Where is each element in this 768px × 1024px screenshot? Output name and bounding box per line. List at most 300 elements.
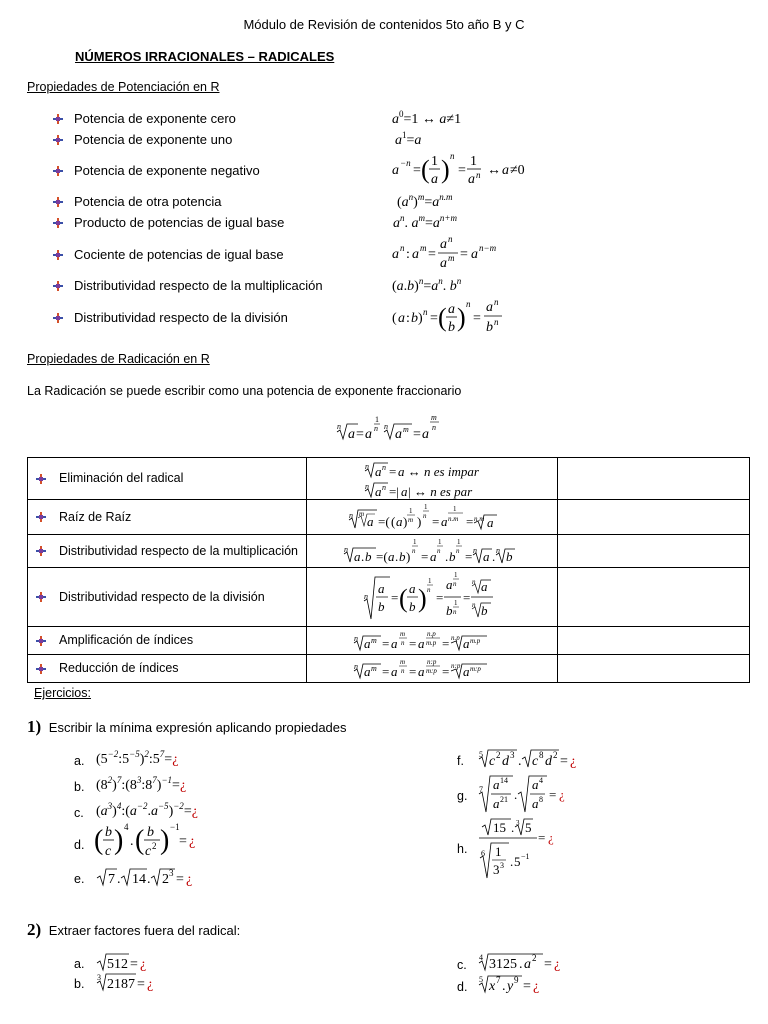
property-label: Potencia de exponente negativo — [74, 163, 260, 178]
bullet-icon — [53, 250, 63, 260]
svg-text:=: = — [523, 979, 531, 994]
table-cell — [28, 500, 307, 535]
table-cell — [558, 458, 750, 500]
svg-text:=: = — [391, 589, 399, 605]
svg-text:a: a — [446, 576, 453, 592]
table-row — [28, 655, 750, 683]
svg-text:7: 7 — [108, 872, 115, 887]
svg-text:.: . — [395, 548, 399, 564]
svg-text:): ) — [457, 303, 466, 332]
svg-text:n: n — [382, 482, 386, 492]
svg-text:m.p: m.p — [426, 638, 437, 647]
svg-text:b: b — [411, 311, 418, 326]
bullet-icon — [36, 512, 46, 522]
svg-text:8: 8 — [539, 750, 544, 760]
item-letter: c. — [457, 958, 467, 972]
svg-text:a: a — [398, 311, 405, 326]
svg-text:a: a — [441, 513, 448, 529]
svg-text:↔: ↔ — [487, 163, 501, 178]
bullet-icon — [36, 474, 46, 484]
svg-text:a: a — [486, 300, 493, 315]
svg-text:n: n — [432, 423, 436, 432]
svg-text:7: 7 — [479, 785, 483, 794]
svg-text:512: 512 — [107, 957, 128, 972]
svg-text:5: 5 — [525, 820, 532, 835]
svg-text:a: a — [481, 578, 488, 594]
table-row — [28, 458, 750, 500]
question-number: 2) — [27, 920, 42, 939]
row-formula — [362, 459, 502, 499]
svg-text:.: . — [147, 872, 151, 887]
svg-text:(: ( — [399, 583, 408, 613]
svg-text:b: b — [365, 548, 372, 564]
svg-text:−n: −n — [400, 158, 411, 168]
radicacion-properties-table — [27, 457, 750, 683]
svg-text:.: . — [502, 979, 506, 994]
row-label: Eliminación del radical — [59, 471, 184, 485]
svg-text:a ↔ n es impar: a ↔ n es impar — [398, 463, 479, 479]
svg-text:a: a — [532, 796, 539, 811]
question-1 — [27, 717, 347, 737]
svg-text:a: a — [430, 548, 437, 564]
svg-text:x: x — [489, 979, 496, 994]
svg-text:5: 5 — [479, 750, 483, 759]
svg-text:a: a — [409, 580, 416, 596]
svg-text:n:p: n:p — [427, 657, 437, 666]
svg-text:a: a — [392, 163, 399, 178]
svg-text:): ) — [403, 513, 408, 529]
svg-text:n: n — [344, 544, 348, 554]
property-formula — [390, 296, 510, 338]
svg-text:a: a — [367, 513, 374, 529]
svg-text:≠0: ≠0 — [510, 163, 525, 178]
table-cell — [28, 568, 307, 627]
svg-text:b: b — [486, 320, 493, 335]
item-letter: a. — [74, 754, 85, 768]
table-row — [28, 568, 750, 627]
svg-text:(: ( — [421, 155, 430, 184]
svg-text:a: a — [391, 635, 398, 651]
svg-text:a: a — [422, 427, 429, 442]
exercise-expression — [477, 746, 587, 772]
svg-text:2: 2 — [162, 872, 169, 887]
svg-text:=: = — [436, 589, 444, 605]
svg-text:n: n — [365, 461, 369, 471]
svg-text:2: 2 — [532, 953, 537, 963]
svg-text:¿: ¿ — [533, 979, 540, 994]
item-letter: e. — [74, 872, 85, 886]
property-label: Potencia de exponente uno — [74, 132, 233, 147]
svg-text:a: a — [364, 663, 371, 679]
question-2 — [27, 920, 240, 940]
svg-text:m: m — [371, 663, 377, 673]
svg-text:¿: ¿ — [554, 957, 561, 972]
svg-text:n: n — [423, 307, 428, 317]
svg-text:15: 15 — [493, 820, 506, 835]
item-letter: f. — [457, 754, 464, 768]
svg-text:1: 1 — [457, 537, 461, 546]
svg-text:a: a — [493, 777, 500, 792]
svg-text:a: a — [364, 635, 371, 651]
document-title: NÚMEROS IRRACIONALES – RADICALES — [75, 49, 335, 64]
svg-text:.: . — [117, 872, 121, 887]
svg-text:n.m: n.m — [448, 514, 459, 523]
svg-text:1: 1 — [495, 844, 502, 859]
svg-text:=: = — [442, 663, 450, 679]
exercise-expression: $(a^3)^4:(a^{-2}.a^{-5})^{-2}=¿$ — [96, 801, 198, 819]
svg-text:a: a — [396, 513, 403, 529]
property-formula — [390, 148, 540, 190]
svg-text:n: n — [473, 545, 477, 555]
svg-text:): ) — [417, 513, 422, 529]
item-letter: h. — [457, 842, 468, 856]
svg-text:b: b — [105, 825, 112, 840]
svg-text:n: n — [354, 661, 358, 671]
svg-text:−1: −1 — [170, 822, 180, 832]
svg-text:a: a — [502, 163, 509, 178]
svg-text:=: = — [179, 834, 187, 849]
svg-text:=: = — [544, 957, 552, 972]
svg-text:): ) — [418, 311, 423, 326]
bullet-icon — [53, 313, 63, 323]
svg-text:=: = — [442, 635, 450, 651]
svg-text:|: | — [408, 483, 411, 499]
row-label: Raíz de Raíz — [59, 509, 132, 524]
svg-text:n: n — [472, 577, 476, 586]
svg-text:b: b — [409, 598, 416, 614]
svg-text:n.p: n.p — [451, 633, 460, 642]
svg-text:a: a — [487, 514, 494, 530]
svg-text:a: a — [348, 427, 355, 442]
svg-text:.: . — [510, 854, 514, 869]
svg-text::: : — [406, 247, 410, 262]
row-label: Reducción de índices — [59, 661, 179, 675]
table-cell — [558, 655, 750, 683]
bullet-icon — [53, 114, 63, 124]
svg-text:a: a — [532, 777, 539, 792]
svg-text:1: 1 — [454, 598, 458, 607]
svg-text:5: 5 — [514, 854, 521, 869]
svg-text:3: 3 — [516, 819, 520, 827]
svg-text:n: n — [476, 170, 481, 180]
svg-text:n: n — [453, 607, 457, 616]
svg-text:.: . — [361, 548, 365, 564]
table-cell — [558, 568, 750, 627]
property-formula: $a^1=a$ — [395, 130, 422, 148]
property-label: Distributividad respecto de la división — [74, 310, 288, 325]
bullet-icon — [53, 166, 63, 176]
svg-text:m: m — [359, 509, 365, 518]
svg-text:d: d — [545, 754, 552, 769]
svg-text:=: = — [413, 163, 421, 178]
svg-text:c: c — [145, 844, 152, 859]
svg-text:2: 2 — [553, 750, 558, 760]
property-label: Producto de potencias de igual base — [74, 215, 285, 230]
svg-text:n: n — [472, 600, 476, 609]
table-cell — [28, 458, 307, 500]
svg-text:1: 1 — [428, 576, 432, 585]
row-formula — [342, 536, 522, 567]
svg-text:a: a — [412, 247, 419, 262]
svg-text:¿: ¿ — [140, 957, 147, 972]
svg-text:14: 14 — [500, 776, 508, 785]
bullet-icon — [53, 218, 63, 228]
svg-text:n: n — [427, 585, 431, 594]
svg-text:1: 1 — [431, 154, 438, 169]
bullet-icon — [36, 636, 46, 646]
svg-text:n.m: n.m — [474, 514, 485, 523]
svg-text:n: n — [401, 638, 405, 647]
table-cell — [558, 500, 750, 535]
svg-text:c: c — [489, 754, 496, 769]
svg-text:a: a — [483, 548, 490, 564]
svg-text:.: . — [511, 820, 515, 835]
svg-text:b: b — [481, 602, 488, 618]
property-label: Potencia de otra potencia — [74, 194, 222, 209]
bullet-icon — [53, 281, 63, 291]
svg-text:m: m — [403, 425, 409, 434]
svg-text:b: b — [147, 825, 154, 840]
property-formula: $a^n$. $a^m=a^{n+m}$ — [393, 213, 457, 231]
svg-text:=: = — [382, 635, 390, 651]
svg-text:a: a — [354, 548, 361, 564]
svg-text:14: 14 — [132, 872, 146, 887]
exercise-expression: $(5^{-2}:5^{-5})^2:5^7=¿$ — [96, 749, 179, 767]
svg-text:m: m — [400, 657, 406, 666]
svg-text:a: a — [440, 237, 447, 252]
svg-text:¿: ¿ — [189, 834, 196, 849]
question-number: 1) — [27, 717, 42, 736]
svg-text:=(: =( — [378, 513, 390, 529]
svg-text:¿: ¿ — [186, 872, 193, 887]
svg-text:¿: ¿ — [147, 977, 154, 992]
svg-text:m: m — [371, 635, 377, 645]
svg-text:1: 1 — [470, 154, 477, 169]
svg-text:3: 3 — [169, 868, 174, 878]
item-letter: b. — [74, 780, 85, 794]
exercises-heading: Ejercicios: — [34, 686, 91, 700]
svg-text:): ) — [160, 825, 170, 856]
svg-text:a: a — [378, 580, 385, 596]
svg-text:(: ( — [392, 311, 397, 326]
svg-text:a: a — [471, 247, 478, 262]
table-cell — [306, 458, 558, 500]
svg-text:m: m — [400, 629, 406, 638]
item-letter: a. — [74, 957, 85, 971]
svg-text:n: n — [453, 579, 457, 588]
svg-text:n: n — [412, 546, 416, 555]
table-cell — [306, 568, 558, 627]
table-cell — [306, 535, 558, 568]
svg-text:a: a — [418, 663, 425, 679]
svg-text:¿: ¿ — [570, 754, 577, 769]
svg-text:): ) — [406, 548, 411, 564]
svg-text:c: c — [105, 844, 112, 859]
svg-text:=: = — [428, 247, 436, 262]
property-label: Potencia de exponente cero — [74, 111, 236, 126]
svg-text:a: a — [493, 796, 500, 811]
svg-text:2: 2 — [152, 841, 157, 851]
bullet-icon — [53, 197, 63, 207]
svg-text:b: b — [449, 548, 456, 564]
svg-text:=: = — [465, 548, 473, 564]
question-text: Extraer factores fuera del radical: — [48, 923, 241, 938]
svg-text:2187: 2187 — [107, 977, 135, 992]
svg-text:n: n — [494, 317, 499, 327]
svg-text:21: 21 — [500, 795, 508, 804]
svg-text:n.p: n.p — [427, 629, 436, 638]
question-text: Escribir la mínima expresión aplicando propiedades — [48, 720, 347, 735]
svg-text:b: b — [506, 548, 513, 564]
svg-text:a: a — [463, 635, 470, 651]
svg-text:m: m — [431, 413, 437, 422]
svg-text:a: a — [375, 483, 382, 499]
table-cell — [306, 655, 558, 683]
svg-text:a: a — [395, 427, 402, 442]
exercise-expression: $(8^2)^7:(8^3:8^7)^{-1}=¿$ — [96, 775, 187, 793]
svg-text:↔ n es par: ↔ n es par — [414, 483, 473, 499]
svg-text:4: 4 — [479, 953, 483, 962]
document-header: Módulo de Revisión de contenidos 5to año B y C — [243, 17, 525, 32]
svg-text:=: = — [463, 589, 471, 605]
svg-text:=: = — [137, 977, 145, 992]
property-formula — [390, 234, 520, 274]
svg-text:1: 1 — [438, 537, 442, 546]
svg-text::: : — [406, 311, 410, 326]
svg-text:8: 8 — [539, 795, 543, 804]
svg-text:): ) — [114, 825, 124, 856]
svg-text:.: . — [518, 754, 522, 769]
exercise-expression — [477, 972, 567, 996]
svg-text:n: n — [466, 299, 471, 309]
svg-text:3: 3 — [493, 862, 500, 877]
bullet-icon — [36, 664, 46, 674]
svg-text:3125: 3125 — [489, 957, 517, 972]
svg-text:5: 5 — [479, 975, 483, 984]
exercise-expression — [477, 816, 587, 882]
svg-text:n: n — [456, 546, 460, 555]
svg-text:3: 3 — [510, 750, 515, 760]
svg-text:n: n — [401, 666, 405, 675]
svg-text:3: 3 — [500, 861, 504, 870]
svg-text:b: b — [448, 320, 455, 335]
svg-text:=(: =( — [376, 548, 388, 564]
item-letter: d. — [457, 980, 468, 994]
svg-text:2: 2 — [496, 750, 501, 760]
svg-text:): ) — [418, 583, 427, 613]
table-cell — [28, 655, 307, 683]
svg-text:b: b — [378, 598, 385, 614]
svg-text:=: = — [473, 311, 481, 326]
main-radical-formula — [334, 412, 444, 446]
svg-text:n: n — [365, 481, 369, 491]
svg-text:m: m — [420, 243, 427, 253]
table-cell — [28, 535, 307, 568]
row-label: Distributividad respecto de la multiplicación — [59, 543, 299, 558]
svg-text:1: 1 — [453, 504, 457, 513]
svg-text:b: b — [446, 602, 453, 618]
svg-text:1: 1 — [409, 506, 413, 515]
svg-text:m:p: m:p — [470, 664, 481, 673]
table-row — [28, 627, 750, 655]
svg-text:=|: =| — [389, 483, 399, 499]
svg-text:a: a — [431, 172, 438, 187]
svg-text:a: a — [391, 663, 398, 679]
exercise-expression — [95, 970, 175, 994]
bullet-icon — [36, 592, 46, 602]
svg-text:n: n — [354, 633, 358, 643]
svg-text:6: 6 — [481, 849, 485, 858]
svg-text:n: n — [374, 424, 378, 433]
exercise-expression — [95, 864, 205, 890]
row-label: Distributividad respecto de la división — [59, 589, 265, 604]
svg-text:n: n — [494, 297, 499, 307]
svg-text:m:p: m:p — [426, 666, 437, 675]
table-cell — [306, 500, 558, 535]
property-formula: $(a.b)^n=a^n$. $b^n$ — [392, 276, 462, 294]
svg-text:a: a — [448, 302, 455, 317]
svg-text:=: = — [409, 663, 417, 679]
section-heading-potenciacion: Propiedades de Potenciación en R — [27, 80, 220, 94]
svg-text:m: m — [448, 253, 455, 263]
svg-text:n: n — [437, 546, 441, 555]
svg-text:a: a — [524, 957, 531, 972]
svg-text:=: = — [432, 513, 440, 529]
svg-text:(: ( — [438, 303, 447, 332]
svg-text:=: = — [176, 872, 184, 887]
svg-text:a: a — [401, 483, 408, 499]
svg-text:¿: ¿ — [559, 787, 565, 802]
exercise-expression — [477, 772, 587, 816]
svg-text:a: a — [375, 463, 382, 479]
svg-text:n: n — [337, 422, 341, 431]
svg-text:c: c — [532, 754, 539, 769]
svg-text:(: ( — [135, 825, 145, 856]
row-formula — [352, 628, 512, 654]
svg-text:=: = — [130, 957, 138, 972]
row-formula — [347, 501, 517, 534]
svg-text:): ) — [441, 155, 450, 184]
table-cell — [28, 627, 307, 655]
svg-text:=: = — [560, 754, 568, 769]
row-formula — [362, 569, 502, 626]
svg-text:7: 7 — [496, 975, 501, 985]
svg-text:n: n — [423, 511, 427, 520]
svg-text:=: = — [409, 635, 417, 651]
svg-text:¿: ¿ — [548, 830, 554, 845]
svg-text:n−m: n−m — [479, 243, 497, 253]
svg-text:=: = — [460, 247, 468, 262]
svg-text:=: = — [458, 163, 466, 178]
table-row — [28, 535, 750, 568]
svg-text:−1: −1 — [521, 852, 530, 861]
item-letter: b. — [74, 977, 85, 991]
svg-text:n: n — [364, 591, 368, 601]
svg-text:n: n — [400, 243, 405, 253]
svg-text:9: 9 — [514, 975, 519, 985]
svg-text:1: 1 — [424, 502, 428, 511]
svg-text:.: . — [492, 548, 496, 564]
svg-text:a: a — [388, 548, 395, 564]
svg-text:1: 1 — [454, 570, 458, 579]
svg-text:4: 4 — [124, 822, 129, 832]
exercise-expression — [94, 818, 204, 864]
svg-text:4: 4 — [539, 776, 543, 785]
svg-text:(: ( — [94, 825, 104, 856]
svg-text:n: n — [382, 462, 386, 472]
property-formula: $a^0=1$ ↔ a≠1 — [392, 109, 462, 127]
item-letter: d. — [74, 838, 85, 852]
